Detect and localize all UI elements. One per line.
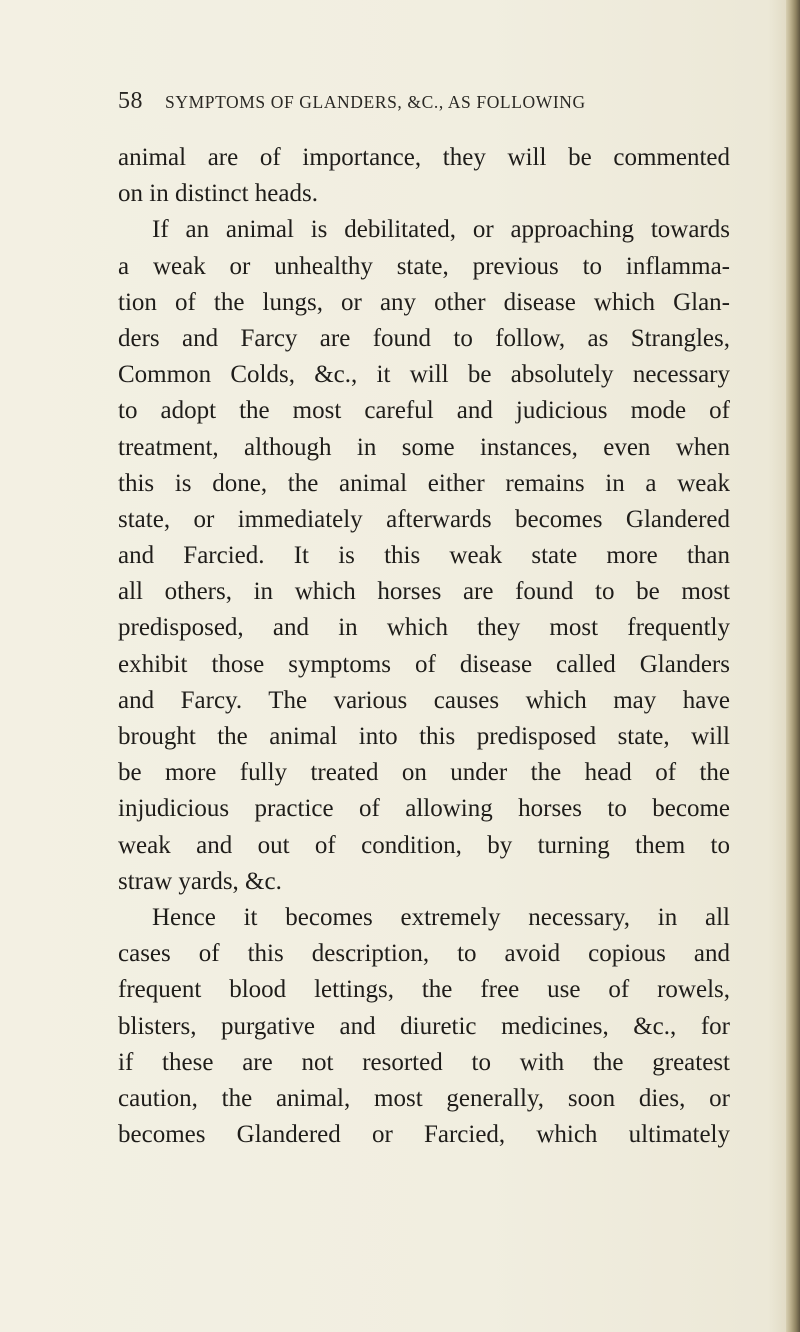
text-line: on in distinct heads. bbox=[118, 180, 318, 208]
paragraph-first-line: Hence it becomes extremely necessary, in all bbox=[152, 903, 730, 931]
text-line: animal are of importance, they will be commented bbox=[118, 144, 730, 171]
text-line: frequent blood lettings, the free use of rowels, bbox=[118, 976, 730, 1004]
text-line: state, or immediately afterwards becomes Glandered bbox=[118, 505, 730, 533]
text-line: cases of this description, to avoid copious and bbox=[118, 940, 730, 968]
page-number: 58 bbox=[118, 88, 143, 114]
text-line: ders and Farcy are found to follow, as Strangles, bbox=[118, 324, 730, 352]
text-line: exhibit those symptoms of disease called Glanders bbox=[118, 650, 730, 678]
text-line: injudicious practice of allowing horses to become bbox=[118, 795, 730, 823]
running-head bbox=[118, 88, 718, 122]
text-line: to adopt the most careful and judicious mode of bbox=[118, 397, 730, 425]
text-line: be more fully treated on under the head of the bbox=[118, 759, 730, 787]
text-line: weak and out of condition, by turning them to bbox=[118, 831, 730, 859]
text-line: tion of the lungs, or any other disease which Glan- bbox=[118, 288, 730, 316]
paragraph-first-line: If an animal is debilitated, or approaching towards bbox=[152, 216, 730, 244]
text-line: treatment, although in some instances, even when bbox=[118, 433, 730, 461]
text-line: and Farcy. The various causes which may have bbox=[118, 686, 730, 714]
text-line: this is done, the animal either remains in a weak bbox=[118, 469, 730, 497]
text-line: becomes Glandered or Farcied, which ultimately bbox=[118, 1121, 730, 1149]
running-head-title: SYMPTOMS OF GLANDERS, &C., AS FOLLOWING bbox=[165, 92, 586, 112]
text-line: Common Colds, &c., it will be absolutely necessary bbox=[118, 361, 730, 389]
text-line: a weak or unhealthy state, previous to inflamma- bbox=[118, 252, 730, 280]
text-line: brought the animal into this predisposed state, will bbox=[118, 723, 730, 750]
text-line: if these are not resorted to with the greatest bbox=[118, 1048, 730, 1076]
page-edge-shadow bbox=[786, 0, 800, 1332]
text-line: predisposed, and in which they most frequently bbox=[118, 614, 730, 642]
text-line: and Farcied. It is this weak state more than bbox=[118, 542, 730, 570]
text-line: caution, the animal, most generally, soon dies, or bbox=[118, 1084, 730, 1112]
text-line: blisters, purgative and diuretic medicines, &c., for bbox=[118, 1012, 730, 1040]
body-text bbox=[118, 140, 730, 1153]
text-line: straw yards, &c. bbox=[118, 867, 282, 895]
text-line: all others, in which horses are found to be most bbox=[118, 578, 730, 606]
